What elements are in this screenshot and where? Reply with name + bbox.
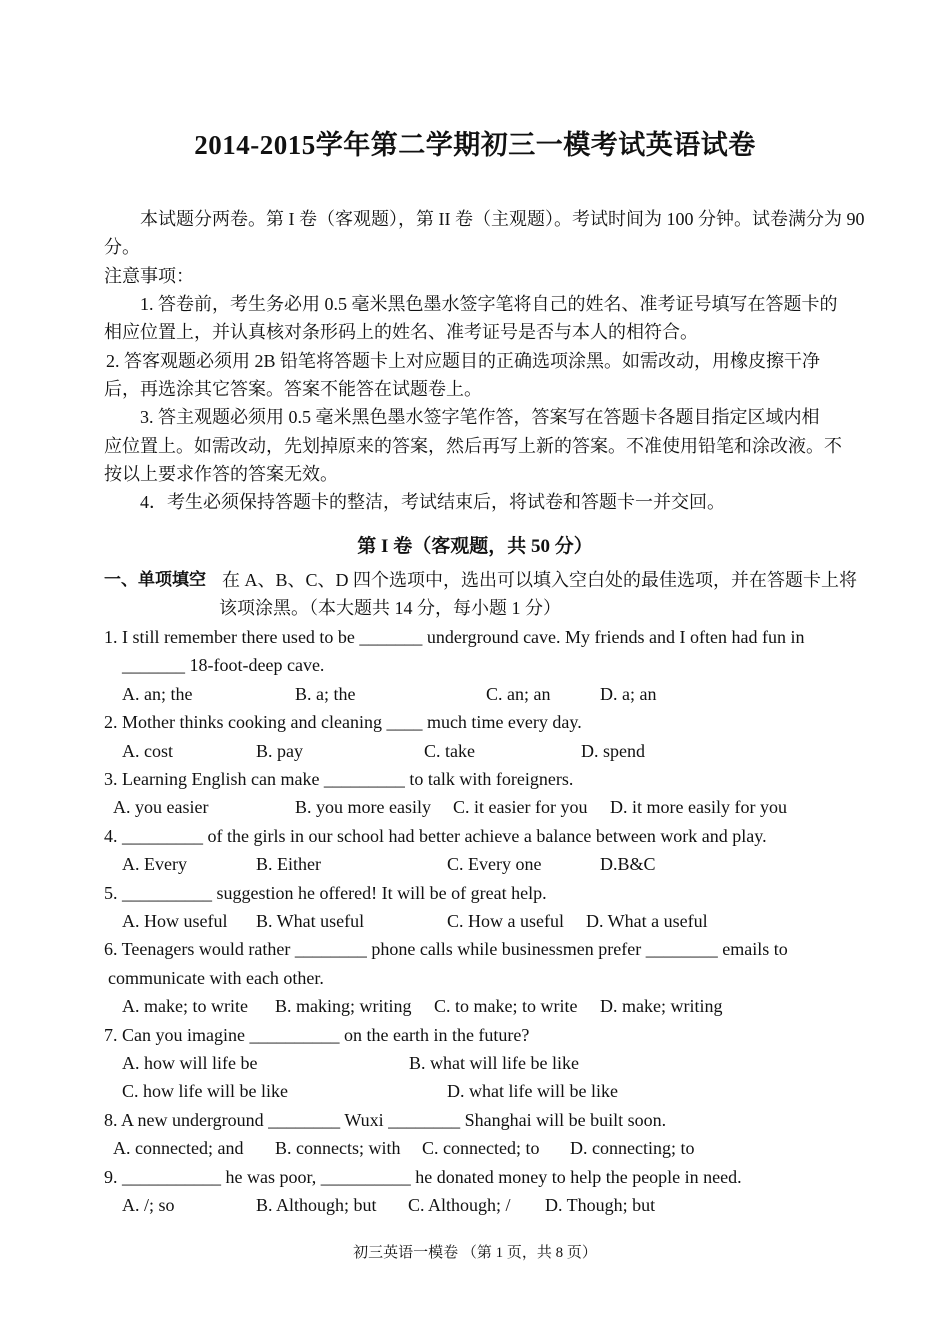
notice-item-1-cont: 相应位置上，并认真核对条形码上的姓名、准考证号是否与本人的相符合。 [104,322,698,342]
option-c: C. it easier for you [453,797,588,817]
option-a: A. cost [122,741,173,761]
part-instruction: 在 A、B、C、D 四个选项中，选出可以填入空白处的最佳选项，并在答题卡上将 [222,570,858,590]
option-b: B. Although; but [256,1195,377,1215]
question-stem: 5. __________ suggestion he offered! It will be of great help. [104,883,547,903]
question-stem: 9. ___________ he was poor, __________ he donated money to help the people in need. [104,1167,742,1187]
notice-item-3: 3. 答主观题必须用 0.5 毫米黑色墨水签字笔作答，答案写在答题卡各题目指定区域内相 [140,407,820,427]
option-b: B. Either [256,854,321,874]
option-a: A. you easier [113,797,209,817]
option-a: A. make; to write [122,996,248,1016]
option-d: D. a; an [600,684,657,704]
notice-item-3-cont: 按以上要求作答的答案无效。 [104,464,338,484]
option-d: D. spend [581,741,645,761]
notice-item-3-cont: 应位置上。如需改动，先划掉原来的答案，然后再写上新的答案。不准使用铅笔和涂改液。不 [104,436,842,456]
option-b: B. a; the [295,684,356,704]
option-b: B. making; writing [275,996,412,1016]
option-d: D. what life will be like [447,1081,618,1101]
option-d: D. connecting; to [570,1138,695,1158]
part-instruction: 该项涂黑。（本大题共 14 分，每小题 1 分） [219,598,561,618]
option-d: D. What a useful [586,911,708,931]
option-d: D. make; writing [600,996,723,1016]
option-a: A. how will life be [122,1053,258,1073]
question-stem: 1. I still remember there used to be _______ underground cave. My friends and I often had fun in [104,627,805,647]
option-b: B. connects; with [275,1138,401,1158]
option-c: C. how life will be like [122,1081,288,1101]
question-stem: 6. Teenagers would rather ________ phone calls while businessmen prefer ________ emails to [104,939,788,959]
option-d: D. it more easily for you [610,797,787,817]
page-footer: 初三英语一模卷 （第 1 页，共 8 页） [353,1245,597,1261]
part-heading: 一、单项填空 [104,570,206,590]
option-c: C. an; an [486,684,551,704]
option-b: B. What useful [256,911,365,931]
option-a: A. How useful [122,911,228,931]
question-stem: communicate with each other. [108,968,324,988]
option-c: C. connected; to [422,1138,540,1158]
option-a: A. an; the [122,684,193,704]
option-c: C. How a useful [447,911,564,931]
notice-item-4: 4．考生必须保持答题卡的整洁，考试结束后，将试卷和答题卡一并交回。 [140,492,725,512]
intro-line: 本试题分两卷。第 I 卷（客观题），第 II 卷（主观题）。考试时间为 100 分钟。试卷满分为 90 [140,209,865,229]
option-b: B. you more easily [295,797,431,817]
option-c: C. Although; / [408,1195,511,1215]
option-d: D.B&C [600,854,656,874]
option-b: B. pay [256,741,303,761]
question-stem: 7. Can you imagine __________ on the earth in the future? [104,1025,530,1045]
intro-line: 分。 [104,237,140,257]
option-d: D. Though; but [545,1195,656,1215]
option-b: B. what will life be like [409,1053,579,1073]
question-stem: 3. Learning English can make _________ to talk with foreigners. [104,769,574,789]
question-stem: 8. A new underground ________ Wuxi ________ Shanghai will be built soon. [104,1110,667,1130]
question-stem: 4. _________ of the girls in our school had better achieve a balance between work and play. [104,826,767,846]
notice-item-2: 2. 答客观题必须用 2B 铅笔将答题卡上对应题目的正确选项涂黑。如需改动，用橡皮擦干净 [106,351,821,371]
notice-item-2-cont: 后，再选涂其它答案。答案不能答在试题卷上。 [104,379,482,399]
question-stem: _______ 18-foot-deep cave. [122,655,325,675]
option-c: C. to make; to write [434,996,578,1016]
section-title: 第 I 卷（客观题，共 50 分） [357,536,593,557]
option-a: A. Every [122,854,187,874]
exam-title: 2014-2015学年第二学期初三一模考试英语试卷 [194,130,756,160]
notice-item-1: 1. 答卷前，考生务必用 0.5 毫米黑色墨水签字笔将自己的姓名、准考证号填写在答题卡的 [140,294,838,314]
option-c: C. take [424,741,475,761]
option-a: A. /; so [122,1195,175,1215]
notice-heading: 注意事项： [104,266,194,286]
option-a: A. connected; and [113,1138,244,1158]
option-c: C. Every one [447,854,542,874]
question-stem: 2. Mother thinks cooking and cleaning ____ much time every day. [104,712,582,732]
